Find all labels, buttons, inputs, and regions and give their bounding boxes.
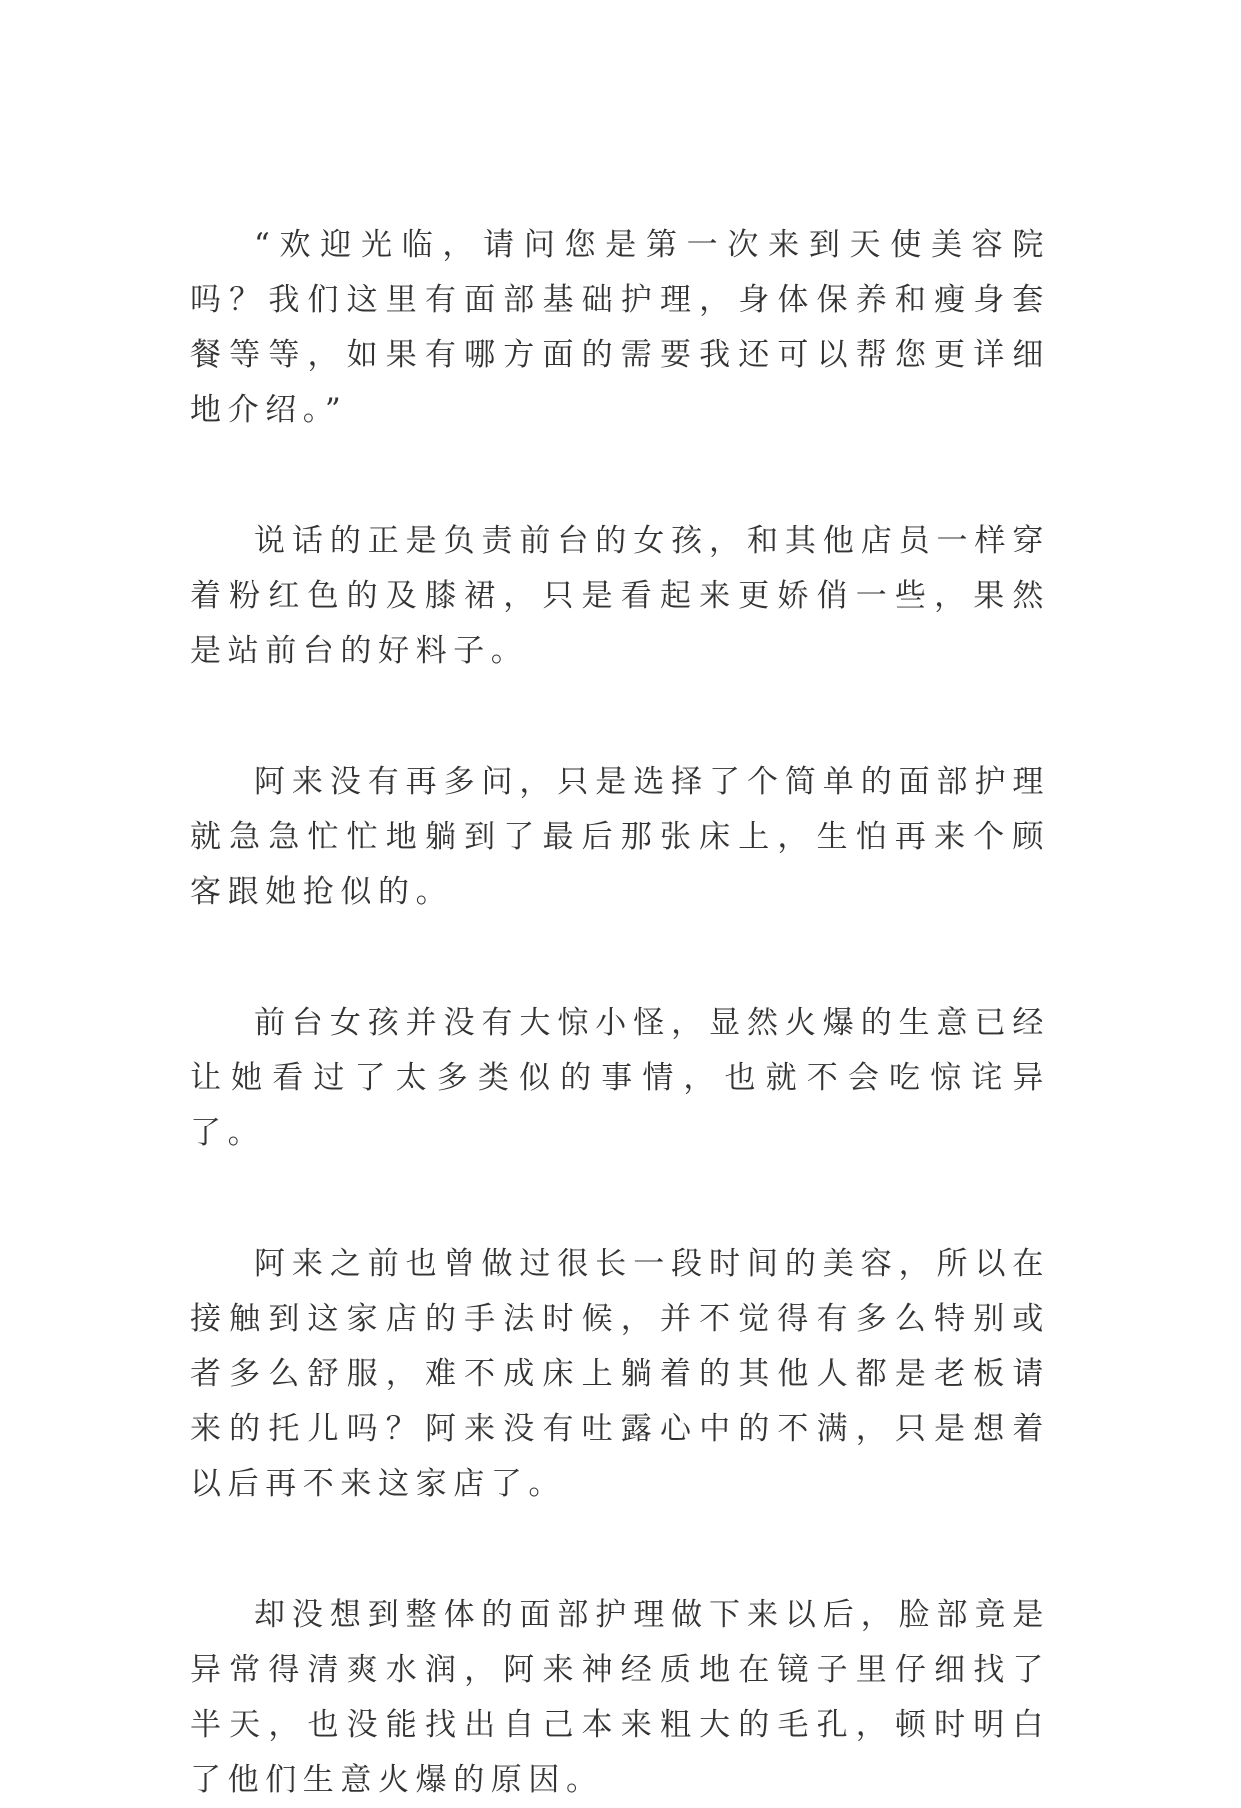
paragraph-4: 前台女孩并没有大惊小怪，显然火爆的生意已经让她看过了太多类似的事情，也就不会吃惊诧异了。 <box>190 1005 1050 1151</box>
document-body <box>190 218 1050 1808</box>
paragraph-3: 阿来没有再多问，只是选择了个简单的面部护理就急急忙忙地躺到了最后那张床上，生怕再来个顾客跟她抢似的。 <box>190 764 1050 910</box>
paragraph-6: 却没想到整体的面部护理做下来以后，脸部竟是异常得清爽水润，阿来神经质地在镜子里仔细找了半天，也没能找出自己本来粗大的毛孔，顿时明白了他们生意火爆的原因。 <box>190 1597 1050 1798</box>
paragraph-2: 说话的正是负责前台的女孩，和其他店员一样穿着粉红色的及膝裙，只是看起来更娇俏一些，果然是站前台的好料子。 <box>190 523 1050 669</box>
paragraph-5: 阿来之前也曾做过很长一段时间的美容，所以在接触到这家店的手法时候，并不觉得有多么特别或者多么舒服，难不成床上躺着的其他人都是老板请来的托儿吗？阿来没有吐露心中的不满，只是想着以后再不来这家店了。 <box>190 1246 1050 1502</box>
paragraph-1: “欢迎光临，请问您是第一次来到天使美容院吗？我们这里有面部基础护理，身体保养和瘦身套餐等等，如果有哪方面的需要我还可以帮您更详细地介绍。” <box>190 227 1050 428</box>
